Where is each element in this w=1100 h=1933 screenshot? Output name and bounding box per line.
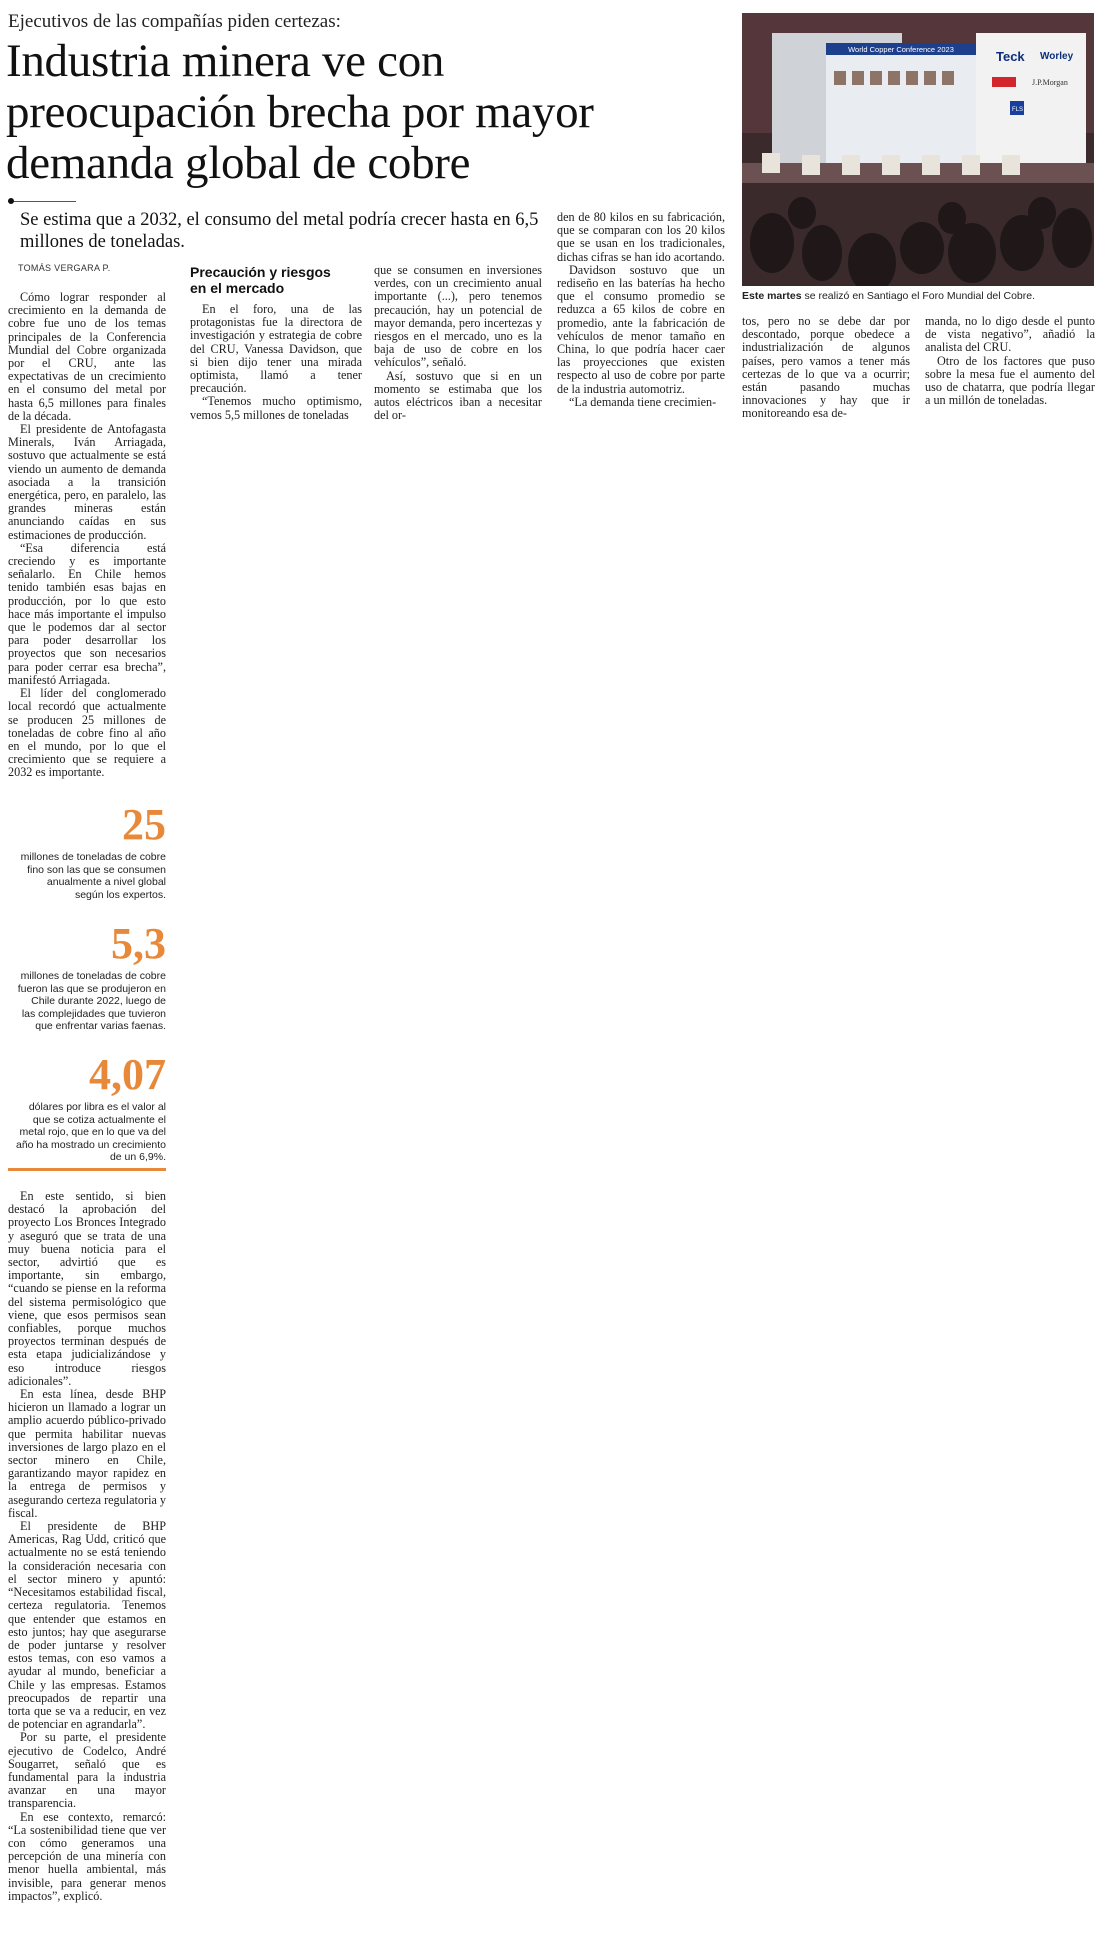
paragraph: Cómo lograr responder al crecimiento en la demanda de cobre fue uno de los temas principales de la Conferencia Mundial del Cobre organizada por el CRU, ante las expectativas de un crecimiento en el consumo del metal por hasta 6,5 millones para finales de la década. — [8, 290, 166, 423]
fact-text: millones de toneladas de cobre fueron las que se produjeron en Chile durante 2022, luego de las complejidades que tuvieron que enfrentar varias faenas. — [17, 970, 166, 1032]
fact-rule — [8, 1168, 166, 1171]
paragraph: En este sentido, si bien destacó la aprobación del proyecto Los Bronces Integrado y aseguró que se trata de una muy buena noticia para el sector, advirtió que es importante, sin embargo, “cuando se piense en la reforma del sistema permisológico que viene, que esos permisos sean confiables, porque muchos proyectos terminan después de esta etapa judicializándose y eso introduce riesgos adicionales”. — [8, 1189, 166, 1388]
deck-rule — [8, 201, 76, 202]
column-3 — [374, 264, 542, 422]
fact-number: 4,07 — [89, 1050, 166, 1099]
paragraph: Así, sostuvo que si en un momento se estimaba que los autos eléctricos iban a necesitar del or- — [374, 368, 542, 423]
paragraph: En ese contexto, remarcó: “La sostenibilidad tiene que ver con cómo generamos una percepción de una minería con menor huella ambiental, más invisible, para generar menos impactos”, explicó. — [8, 1809, 166, 1903]
paragraph: El presidente de BHP Americas, Rag Udd, criticó que actualmente no se está teniendo la consideración necesaria con el sector minero y apuntó: “Necesitamos estabilidad fiscal, certeza regulatoria. Tenemos que entender que estamos en esto juntos; hay que asegurarse de poder juntarse y resolver estos temas, con eso vamos a ayudar al mundo, beneficiar a Chile y las empresas. Estamos preocupados de repartir una torta que se va a reducir, en vez de potenciar en agrandarla”. — [8, 1519, 166, 1732]
paragraph: Davidson sostuvo que un rediseño en las baterías ha hecho que el consumo promedio se reduzca a 65 kilos de cobre en promedio, ante la fabricación de vehículos de menor tamaño en China, lo que podría hacer caer las proyecciones que existen respecto al uso de cobre por parte de la industria automotriz. — [557, 262, 725, 396]
kicker: Ejecutivos de las compañías piden certezas: — [8, 11, 341, 32]
column-4 — [557, 211, 725, 409]
fact-number: 5,3 — [111, 919, 166, 968]
paragraph: Otro de los factores que puso sobre la mesa fue el aumento del uso de chatarra, que podría llegar a un millón de toneladas. — [925, 353, 1095, 408]
photo-caption — [742, 290, 1094, 303]
caption-lead: Este martes — [742, 290, 802, 302]
caption-text: se realizó en Santiago el Foro Mundial del Cobre. — [801, 290, 1036, 302]
fact-text: millones de toneladas de cobre fino son las que se consumen anualmente a nivel global según los expertos. — [20, 851, 166, 901]
sponsor-text: Teck — [996, 49, 1025, 64]
column-1-bottom — [8, 1190, 166, 1903]
deck: Se estima que a 2032, el consumo del metal podría crecer hasta en 6,5 millones de toneladas. — [20, 210, 539, 252]
column-5 — [742, 315, 910, 421]
headline — [6, 36, 746, 189]
byline: TOMÁS VERGARA P. — [18, 263, 111, 273]
conference-photo-drawing — [742, 13, 1094, 286]
paragraph: “La demanda tiene crecimien- — [569, 394, 717, 409]
sponsor-text: J.P.Morgan — [1032, 78, 1068, 87]
paragraph: tos, pero no se debe dar por descontado, porque obedece a industrialización de algunos países, pero vamos a tener más certezas de lo que va a ocurrir; están pasando muchas innovaciones y hay que ir monitoreando esa de- — [742, 314, 910, 421]
paragraph: En el foro, una de las protagonistas fue la directora de investigación y estrategia de cobre del CRU, Vanessa Davidson, que si bien dijo tener una mirada optimista, llamó a tener precaución. — [190, 302, 362, 396]
headline-line: preocupación brecha por mayor — [6, 86, 594, 138]
fact-box — [16, 800, 166, 901]
column-6 — [925, 315, 1095, 407]
fact-box — [16, 919, 166, 1033]
sponsor-text: FLS — [1012, 107, 1024, 113]
subhead: Precaución y riesgos en el mercado — [190, 264, 331, 296]
fact-text: dólares por libra es el valor al que se cotiza actualmente el metal rojo, que en lo que va del año ha mostrado un crecimiento de un 6,9%. — [16, 1101, 166, 1163]
headline-line: Industria minera ve con — [6, 35, 445, 87]
banner-text: World Copper Conference 2023 — [848, 45, 954, 54]
column-1-top — [8, 291, 166, 780]
paragraph: “Esa diferencia está creciendo y es importante señalarlo. En Chile hemos tenido también esas bajas en producción, por lo que esto hace más importante el impulso que le podemos dar al sector para poder desarrollar los proyectos que son necesarios para poder cerrar esa brecha”, manifestó Arriagada. — [8, 540, 166, 687]
paragraph: En esta línea, desde BHP hicieron un llamado a lograr un amplio acuerdo público-privado que permita habilitar nuevas inversiones de largo plazo en el sector minero en Chile, garantizando mayor rapidez en la entrega de permisos y asegurando certeza regulatoria y fiscal. — [8, 1387, 167, 1520]
paragraph: “Tenemos mucho optimismo, vemos 5,5 millones de toneladas — [190, 394, 362, 422]
paragraph: El líder del conglomerado local recordó que actualmente se producen 25 millones de toneladas de cobre fino al año en el mundo, por lo que el crecimiento que se requiere a 2032 es importante. — [8, 686, 166, 780]
paragraph: El presidente de Antofagasta Minerals, Iván Arriagada, sostuvo que actualmente se está viendo un aumento de demanda asociada a la transición energética, pero, en paralelo, las grandes mineras están anunciando caídas en sus estimaciones de producción. — [8, 422, 166, 542]
fact-number: 25 — [122, 800, 166, 849]
paragraph: que se consumen en inversiones verdes, con un crecimiento anual importante (...), pero tenemos precaución, hay un potencial de mayor demanda, pero incertezas y riesgos en el mercado, uno es la baja de uso de cobre en los vehículos”, señaló. — [374, 263, 542, 370]
sponsor-text: Worley — [1040, 51, 1074, 62]
column-2 — [190, 303, 362, 422]
fact-box — [16, 1050, 166, 1164]
deck-bullet — [8, 198, 14, 204]
paragraph: Por su parte, el presidente ejecutivo de Codelco, André Sougarret, señaló que es fundamental para la industria avanzar en una mayor transparencia. — [8, 1730, 166, 1811]
paragraph: den de 80 kilos en su fabricación, que se comparan con los 20 kilos que se usan en los tradicionales, dichas cifras se han ido acortando. — [557, 210, 725, 264]
conference-photo — [742, 13, 1094, 286]
paragraph: manda, no lo digo desde el punto de vista negativo”, añadió la analista del CRU. — [925, 314, 1095, 355]
headline-line: demanda global de cobre — [6, 137, 471, 189]
